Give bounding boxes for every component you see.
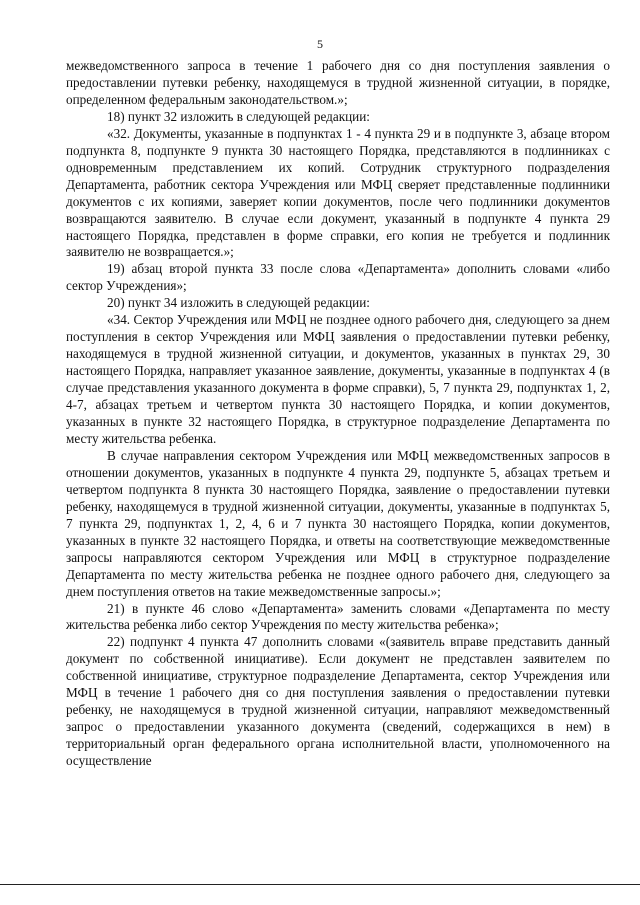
page-number: 5 (317, 37, 323, 51)
document-body (66, 58, 610, 770)
paragraph: «32. Документы, указанные в подпунктах 1 - 4 пункта 29 и в подпункте 3, абзаце втором подпункта 8, подпункте 9 пункта 30 настоящего Порядка, представляются в подлинниках с одновременным представлением их копий. Сотрудник структурного подразделения Департамента, работник сектора Учреждения или МФЦ сверяет представленные подлинники документов с их копиями, заверяет копии документов, после чего подлинники документов возвращаются заявителю. В случае если документ, указанный в подпункте 4 пункта 29 настоящего Порядка, представлен в форме справки, его копия не требуется и подлинник заявителю не возвращается.»; (66, 125, 610, 260)
paragraph: 20) пункт 34 изложить в следующей редакции: (107, 295, 370, 311)
paragraph: межведомственного запроса в течение 1 рабочего дня со дня поступления заявления о предоставлении путевки ребенку, находящемуся в трудной жизненной ситуации, в порядке, определенном федеральным законодательством.»; (66, 58, 610, 107)
paragraph: «34. Сектор Учреждения или МФЦ не позднее одного рабочего дня, следующего за днем поступления в сектор Учреждения или МФЦ заявления о предоставлении путевки ребенку, находящемуся в трудной жизненной ситуации, и документов, указанных в пунктах 29, 30 настоящего Порядка, направляет указанное заявление, документы, указанные в подпунктах 4 (в случае представления указанного документа в форме справки), 5, 7 пункта 29, подпунктах 1, 2, 4-7, абзацах третьем и четвертом пункта 30 настоящего Порядка, и копии документов, указанных в пункте 32 настоящего Порядка, в структурное подразделение Департамента по месту жительства ребенка. (66, 312, 610, 446)
paragraph: 22) подпункт 4 пункта 47 дополнить словами «(заявитель вправе представить данный документ по собственной инициативе). Если документ не представлен заявителем по собственной инициативе, структурное подразделение Департамента, сектор Учреждения или МФЦ в течение 1 рабочего дня со дня поступления заявления о предоставлении путевки ребенку, не находящемуся в трудной жизненной ситуации, направляют межведомственный запрос о предоставлении указанного документа (сведений, содержащихся в нем) в территориальный орган федерального органа исполнительной власти, уполномоченного на осуществление (66, 634, 610, 769)
paragraph: 19) абзац второй пункта 33 после слова «Департамента» дополнить словами «либо сектор Учреждения»; (66, 261, 610, 294)
paragraph: В случае направления сектором Учреждения или МФЦ межведомственных запросов в отношении документов, указанных в подпункте 4 пункта 29, подпункте 5, абзацах третьем и четвертом подпункта 8 пункта 30 настоящего Порядка, заявление о предоставлении путевки ребенку, находящемуся в трудной жизненной ситуации, документы, указанные в подпунктах 5, 7 пункта 29, подпунктах 1, 2, 4, 6 и 7 пункта 30 настоящего Порядка, копии документов, указанных в пункте 32 настоящего Порядка, и ответы на соответствующие межведомственные запросы направляются сектором Учреждения или МФЦ в структурное подразделение Департамента по месту жительства ребенка не позднее одного рабочего дня, следующего за днем поступления ответов на такие межведомственные запросы.»; (66, 447, 610, 599)
paragraph: 18) пункт 32 изложить в следующей редакции: (107, 108, 370, 124)
footer-divider (0, 884, 640, 885)
paragraph: 21) в пункте 46 слово «Департамента» заменить словами «Департамента по месту жительства ребенка либо сектор Учреждения по месту жительства ребенка»; (66, 600, 610, 633)
